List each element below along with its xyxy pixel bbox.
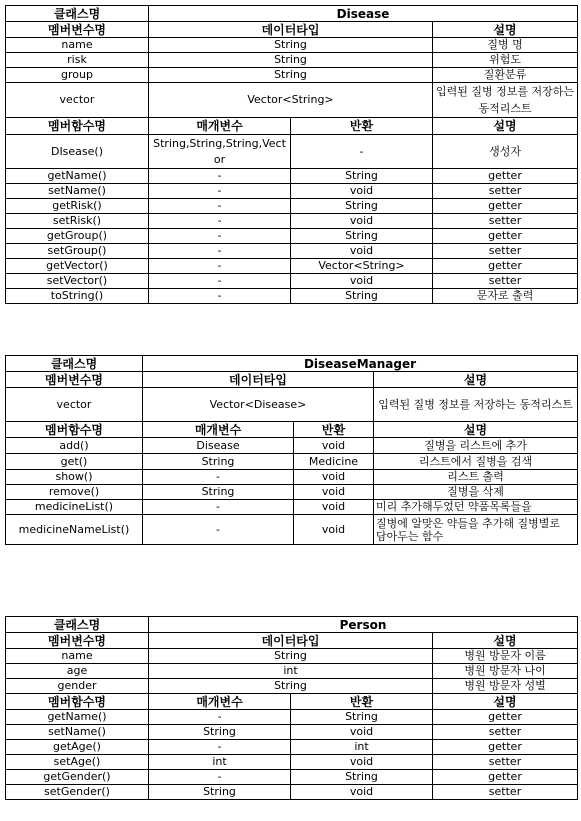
method-params: String xyxy=(149,725,291,740)
member-var-header-row xyxy=(6,372,578,388)
var-type: Vector<Disease> xyxy=(143,388,374,422)
table-row xyxy=(6,500,578,515)
method-desc: setter xyxy=(433,184,578,199)
method-name: show() xyxy=(6,470,143,485)
method-return: Vector<String> xyxy=(291,259,433,274)
var-type: String xyxy=(149,649,433,664)
var-name: vector xyxy=(6,83,149,118)
method-name: setName() xyxy=(6,725,149,740)
method-return: void xyxy=(294,438,374,454)
var-name: name xyxy=(6,38,149,53)
method-header-row xyxy=(6,422,578,438)
var-name: age xyxy=(6,664,149,679)
table-row xyxy=(6,388,578,422)
method-name: setGroup() xyxy=(6,244,149,259)
method-name: medicineNameList() xyxy=(6,515,143,545)
class-name-row xyxy=(6,617,578,633)
table-row xyxy=(6,454,578,470)
method-header: 멤버함수명 xyxy=(6,694,149,710)
class-name-row xyxy=(6,6,578,22)
table-row xyxy=(6,214,578,229)
method-name: toString() xyxy=(6,289,149,304)
table-row xyxy=(6,184,578,199)
table-row xyxy=(6,229,578,244)
method-desc: getter xyxy=(433,770,578,785)
method-desc: 질병에 알맞은 약들을 추가해 질병별로 담아두는 함수 xyxy=(374,515,578,545)
class-label: 클래스명 xyxy=(6,617,149,633)
class-name: Person xyxy=(149,617,578,633)
method-params: String,String,String,Vector xyxy=(149,135,291,169)
method-params: - xyxy=(149,199,291,214)
method-name: remove() xyxy=(6,485,143,500)
method-header-row xyxy=(6,694,578,710)
person-class-table xyxy=(5,616,578,800)
class-name: DiseaseManager xyxy=(143,356,578,372)
var-desc: 병원 방문자 나이 xyxy=(433,664,578,679)
method-desc: setter xyxy=(433,785,578,800)
var-desc: 질병 명 xyxy=(433,38,578,53)
var-type: String xyxy=(149,68,433,83)
table-row xyxy=(6,710,578,725)
method-params: int xyxy=(149,755,291,770)
method-params: String xyxy=(143,454,294,470)
method-return: void xyxy=(291,785,433,800)
method-desc: getter xyxy=(433,710,578,725)
table-row xyxy=(6,515,578,545)
method-params: - xyxy=(149,289,291,304)
method-return: String xyxy=(291,229,433,244)
data-type-header: 데이터타입 xyxy=(149,633,433,649)
class-name: Disease xyxy=(149,6,578,22)
var-desc: 위험도 xyxy=(433,53,578,68)
return-header: 반환 xyxy=(291,694,433,710)
method-desc: setter xyxy=(433,244,578,259)
table-row xyxy=(6,770,578,785)
method-desc: setter xyxy=(433,274,578,289)
method-params: String xyxy=(143,485,294,500)
class-label: 클래스명 xyxy=(6,6,149,22)
method-desc: 질병을 삭제 xyxy=(374,485,578,500)
method-params: - xyxy=(149,710,291,725)
method-name: getName() xyxy=(6,169,149,184)
method-params: - xyxy=(143,515,294,545)
member-var-header: 멤버변수명 xyxy=(6,633,149,649)
desc-header: 설명 xyxy=(433,118,578,135)
data-type-header: 데이터타입 xyxy=(149,22,433,38)
method-params: String xyxy=(149,785,291,800)
method-name: add() xyxy=(6,438,143,454)
method-desc: getter xyxy=(433,229,578,244)
method-return: String xyxy=(291,199,433,214)
method-return: int xyxy=(291,740,433,755)
method-return: String xyxy=(291,289,433,304)
table-row xyxy=(6,679,578,694)
param-header: 매개변수 xyxy=(149,118,291,135)
param-header: 매개변수 xyxy=(143,422,294,438)
desc-header: 설명 xyxy=(433,633,578,649)
var-type: Vector<String> xyxy=(149,83,433,118)
desc-header: 설명 xyxy=(433,694,578,710)
method-return: String xyxy=(291,710,433,725)
var-desc: 병원 방문자 이름 xyxy=(433,649,578,664)
var-desc: 병원 방문자 성별 xyxy=(433,679,578,694)
method-return: void xyxy=(294,500,374,515)
table-row xyxy=(6,169,578,184)
method-desc: setter xyxy=(433,755,578,770)
var-desc: 입력된 질병 정보를 저장하는 동적리스트 xyxy=(433,83,578,118)
method-return: void xyxy=(291,184,433,199)
method-params: - xyxy=(149,229,291,244)
method-name: getRisk() xyxy=(6,199,149,214)
method-params: - xyxy=(149,169,291,184)
method-params: - xyxy=(143,470,294,485)
method-name: setName() xyxy=(6,184,149,199)
table-row xyxy=(6,755,578,770)
method-desc: getter xyxy=(433,199,578,214)
method-name: setAge() xyxy=(6,755,149,770)
var-type: String xyxy=(149,679,433,694)
disease-manager-class-table xyxy=(5,355,578,545)
method-header: 멤버함수명 xyxy=(6,118,149,135)
table-row xyxy=(6,485,578,500)
method-return: String xyxy=(291,770,433,785)
method-params: - xyxy=(149,244,291,259)
method-params: - xyxy=(143,500,294,515)
table-row xyxy=(6,470,578,485)
method-name: medicineList() xyxy=(6,500,143,515)
method-return: void xyxy=(291,244,433,259)
method-desc: getter xyxy=(433,259,578,274)
table-row xyxy=(6,664,578,679)
method-params: - xyxy=(149,274,291,289)
method-name: getName() xyxy=(6,710,149,725)
table-row xyxy=(6,274,578,289)
table-row xyxy=(6,740,578,755)
method-desc: 질병을 리스트에 추가 xyxy=(374,438,578,454)
table-row xyxy=(6,68,578,83)
method-return: - xyxy=(291,135,433,169)
desc-header: 설명 xyxy=(433,22,578,38)
member-var-header: 멤버변수명 xyxy=(6,22,149,38)
method-name: DIsease() xyxy=(6,135,149,169)
method-desc: getter xyxy=(433,169,578,184)
var-name: gender xyxy=(6,679,149,694)
table-row xyxy=(6,199,578,214)
table-row xyxy=(6,438,578,454)
var-desc: 질환분류 xyxy=(433,68,578,83)
table-row xyxy=(6,649,578,664)
method-name: getGroup() xyxy=(6,229,149,244)
method-params: Disease xyxy=(143,438,294,454)
var-desc: 입력된 질병 정보를 저장하는 동적리스트 xyxy=(374,388,578,422)
method-desc: 리스트에서 질병을 검색 xyxy=(374,454,578,470)
return-header: 반환 xyxy=(291,118,433,135)
method-header-row xyxy=(6,118,578,135)
table-row xyxy=(6,244,578,259)
method-desc: setter xyxy=(433,725,578,740)
var-type: String xyxy=(149,53,433,68)
table-row xyxy=(6,725,578,740)
class-name-row xyxy=(6,356,578,372)
method-params: - xyxy=(149,259,291,274)
method-name: getVector() xyxy=(6,259,149,274)
desc-header: 설명 xyxy=(374,372,578,388)
method-name: getGender() xyxy=(6,770,149,785)
table-row xyxy=(6,785,578,800)
method-return: void xyxy=(291,725,433,740)
desc-header: 설명 xyxy=(374,422,578,438)
method-return: void xyxy=(294,515,374,545)
table-row xyxy=(6,38,578,53)
table-row xyxy=(6,289,578,304)
method-params: - xyxy=(149,214,291,229)
method-return: void xyxy=(294,485,374,500)
method-desc: getter xyxy=(433,740,578,755)
var-name: name xyxy=(6,649,149,664)
var-type: int xyxy=(149,664,433,679)
return-header: 반환 xyxy=(294,422,374,438)
method-return: String xyxy=(291,169,433,184)
var-name: risk xyxy=(6,53,149,68)
method-desc: 리스트 출력 xyxy=(374,470,578,485)
method-name: getAge() xyxy=(6,740,149,755)
member-var-header-row xyxy=(6,633,578,649)
class-label: 클래스명 xyxy=(6,356,143,372)
method-name: setVector() xyxy=(6,274,149,289)
var-name: vector xyxy=(6,388,143,422)
method-name: setGender() xyxy=(6,785,149,800)
method-return: void xyxy=(294,470,374,485)
method-desc: setter xyxy=(433,214,578,229)
table-row xyxy=(6,259,578,274)
method-return: void xyxy=(291,274,433,289)
method-params: - xyxy=(149,184,291,199)
method-params: - xyxy=(149,740,291,755)
method-name: setRisk() xyxy=(6,214,149,229)
method-desc: 생성자 xyxy=(433,135,578,169)
method-desc: 문자로 출력 xyxy=(433,289,578,304)
method-params: - xyxy=(149,770,291,785)
disease-class-table xyxy=(5,5,578,304)
method-return: Medicine xyxy=(294,454,374,470)
member-var-header-row xyxy=(6,22,578,38)
method-name: get() xyxy=(6,454,143,470)
method-return: void xyxy=(291,755,433,770)
method-header: 멤버함수명 xyxy=(6,422,143,438)
data-type-header: 데이터타입 xyxy=(143,372,374,388)
var-name: group xyxy=(6,68,149,83)
param-header: 매개변수 xyxy=(149,694,291,710)
method-desc: 미리 추가해두었던 약품목록들을 xyxy=(374,500,578,515)
var-type: String xyxy=(149,38,433,53)
table-row xyxy=(6,53,578,68)
member-var-header: 멤버변수명 xyxy=(6,372,143,388)
table-row xyxy=(6,135,578,169)
table-row xyxy=(6,83,578,118)
method-return: void xyxy=(291,214,433,229)
